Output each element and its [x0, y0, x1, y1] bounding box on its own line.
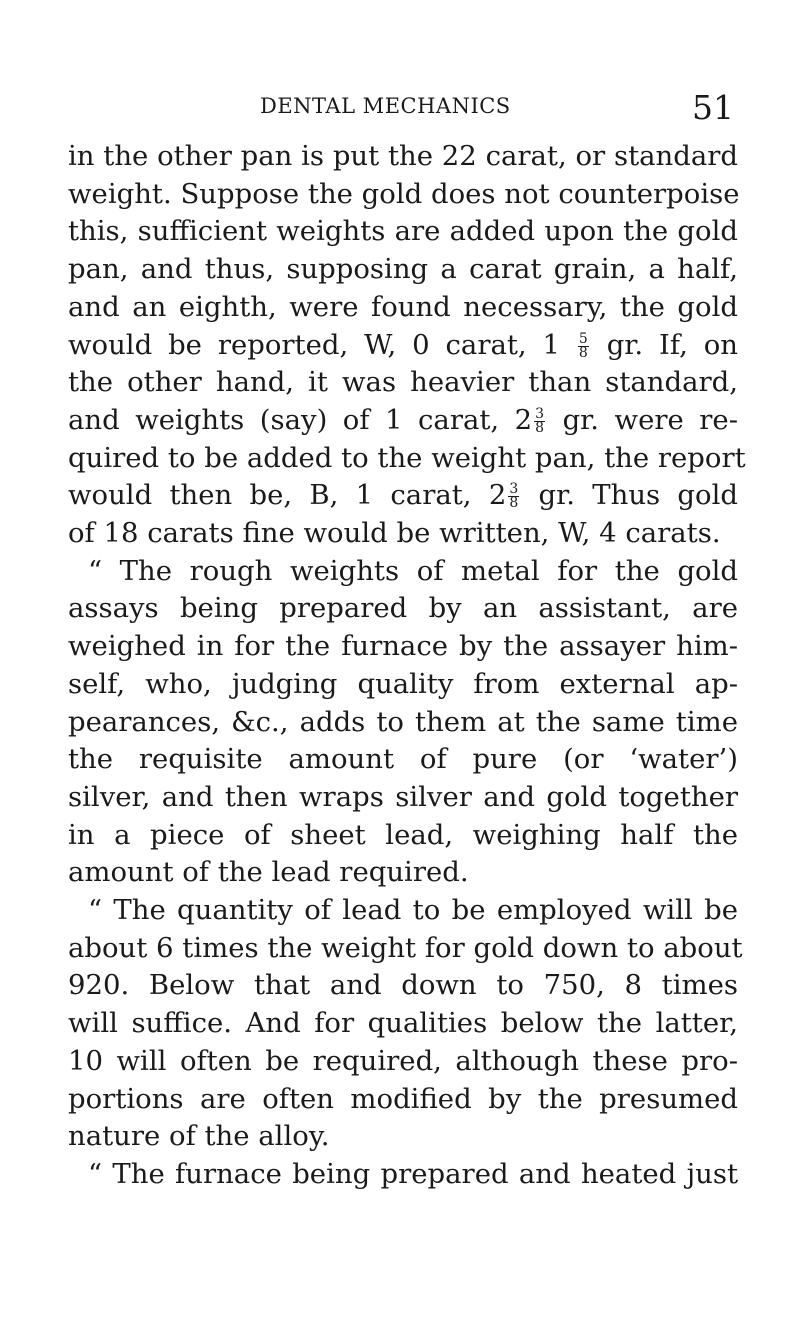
body-text [68, 138, 746, 1194]
text-line: in the other pan is put the 22 carat, or standard [68, 140, 738, 172]
text-line [68, 477, 738, 515]
text-line: amount of the lead required. [68, 856, 469, 889]
text-line: “ The furnace being prepared and heated just [88, 1157, 738, 1190]
fraction-numerator: 5 [578, 330, 588, 347]
text-line: will suffice. And for qualities below the latter, [68, 1007, 738, 1040]
fraction [534, 405, 545, 436]
running-title: DENTAL MECHANICS [260, 94, 511, 118]
fraction-numerator: 3 [535, 405, 545, 422]
fraction [508, 483, 519, 510]
text-line [68, 327, 738, 365]
text-line: “ The quantity of lead to be employed will be [88, 894, 738, 927]
text-line: “ The rough weights of metal for the gold [88, 554, 738, 587]
text-line: portions are often modified by the presumed [68, 1082, 738, 1115]
text-line: weight. Suppose the gold does not counterpoise [68, 177, 740, 210]
text-line: pearances, &c., adds to them at the same time [68, 705, 738, 738]
text-line: of 18 carats fine would be written, W, 4 carats. [68, 517, 721, 550]
text-line: and an eighth, were found necessary, the gold [68, 290, 738, 323]
text-line: pan, and thus, supposing a carat grain, a half, [68, 253, 738, 286]
text-line: the requisite amount of pure (or ‘water’) [68, 743, 738, 776]
text-segment: would then be, B, 1 carat, 2 [68, 479, 507, 512]
text-line: silver, and then wraps silver and gold together [68, 780, 738, 813]
fraction-denominator: 8 [509, 495, 519, 512]
text-segment: gr. were re- [562, 403, 738, 436]
fraction-denominator: 8 [578, 344, 588, 361]
text-line: about 6 times the weight for gold down to about [68, 931, 743, 964]
fraction [578, 330, 589, 361]
text-segment: and weights (say) of 1 carat, 2 [68, 403, 533, 436]
text-line: the other hand, it was heavier than standard, [68, 366, 738, 399]
page-number: 51 [692, 88, 734, 127]
text-line [68, 402, 738, 440]
text-line: nature of the alloy. [68, 1120, 330, 1153]
text-line: in a piece of sheet lead, weighing half the [68, 818, 738, 851]
text-line: weighed in for the furnace by the assayer him- [68, 630, 738, 663]
text-segment: would be reported, W, 0 carat, 1 [68, 328, 561, 361]
text-line: 920. Below that and down to 750, 8 times [68, 969, 738, 1002]
running-head [68, 78, 738, 138]
text-line: 10 will often be required, although these pro- [68, 1044, 738, 1077]
book-page [68, 78, 746, 1194]
fraction-numerator: 3 [509, 481, 519, 498]
text-segment: gr. If, on [606, 328, 738, 361]
text-segment: gr. Thus gold [538, 479, 738, 512]
text-line: assays being prepared by an assistant, are [68, 592, 738, 625]
text-line: self, who, judging quality from external ap- [68, 667, 738, 700]
fraction-denominator: 8 [535, 419, 545, 436]
text-line: quired to be added to the weight pan, the report [68, 441, 746, 474]
text-line: this, sufficient weights are added upon the gold [68, 215, 738, 248]
